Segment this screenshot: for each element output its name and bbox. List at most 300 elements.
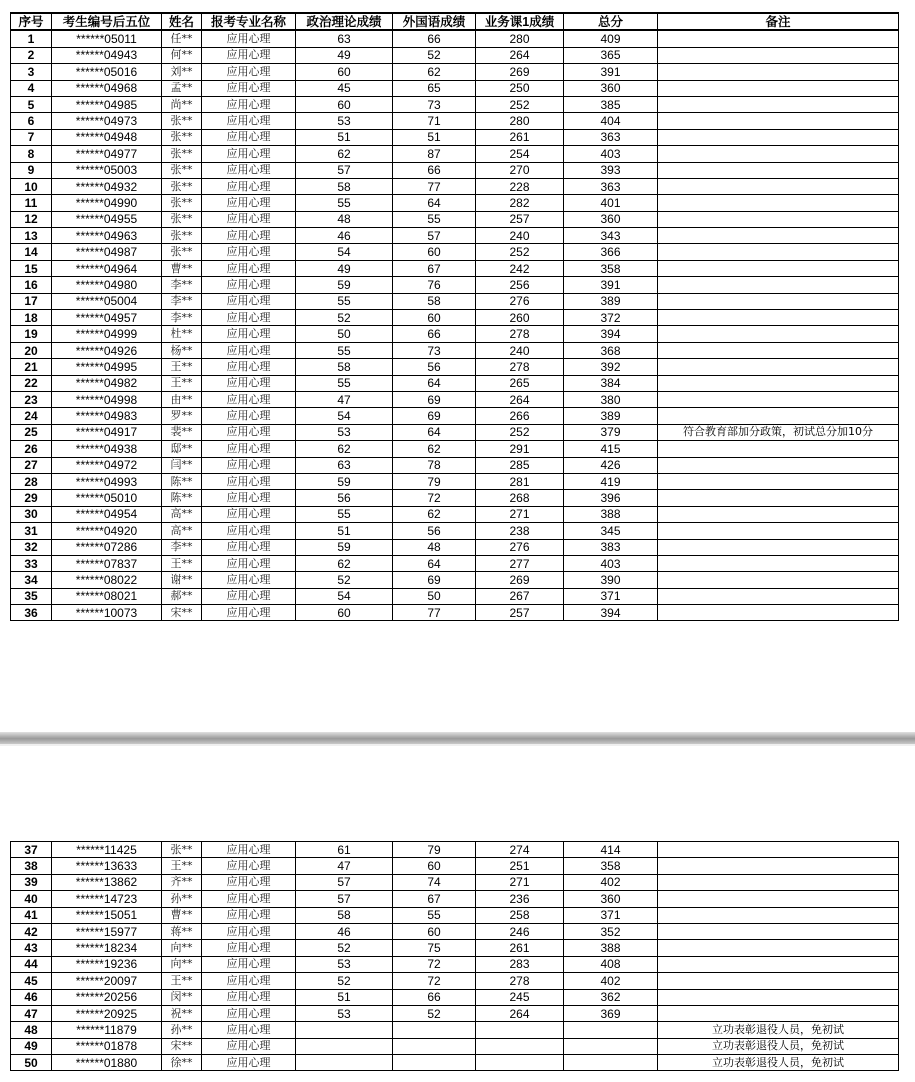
table-row <box>11 506 899 522</box>
cell-politics-score: 60 <box>296 605 393 621</box>
cell-candidate-id: ******04948 <box>52 129 162 145</box>
cell-course1-score: 276 <box>476 293 564 309</box>
cell-language-score: 69 <box>393 572 476 588</box>
cell-politics-score: 46 <box>296 228 393 244</box>
cell-total-score <box>564 1055 658 1071</box>
cell-politics-score: 62 <box>296 555 393 571</box>
table-row <box>11 146 899 162</box>
cell-course1-score: 251 <box>476 858 564 874</box>
cell-name: 齐** <box>162 874 202 890</box>
cell-seq: 49 <box>11 1038 52 1054</box>
cell-remarks <box>658 375 899 391</box>
cell-politics-score: 55 <box>296 293 393 309</box>
cell-candidate-id: ******07286 <box>52 539 162 555</box>
cell-seq: 3 <box>11 64 52 80</box>
cell-candidate-id: ******04973 <box>52 113 162 129</box>
cell-course1-score: 264 <box>476 1005 564 1021</box>
cell-major: 应用心理 <box>202 96 296 112</box>
cell-seq: 48 <box>11 1022 52 1038</box>
table-row <box>11 30 899 47</box>
cell-seq: 8 <box>11 146 52 162</box>
cell-major: 应用心理 <box>202 178 296 194</box>
cell-language-score: 66 <box>393 989 476 1005</box>
cell-name: 由** <box>162 391 202 407</box>
cell-seq: 25 <box>11 424 52 440</box>
cell-name: 宋** <box>162 1038 202 1054</box>
cell-major: 应用心理 <box>202 956 296 972</box>
cell-candidate-id: ******04985 <box>52 96 162 112</box>
cell-course1-score: 257 <box>476 605 564 621</box>
cell-language-score: 57 <box>393 228 476 244</box>
cell-major: 应用心理 <box>202 342 296 358</box>
cell-candidate-id: ******04964 <box>52 260 162 276</box>
cell-politics-score: 62 <box>296 146 393 162</box>
cell-major: 应用心理 <box>202 473 296 489</box>
cell-course1-score: 278 <box>476 359 564 375</box>
cell-candidate-id: ******13862 <box>52 874 162 890</box>
cell-seq: 43 <box>11 940 52 956</box>
cell-major: 应用心理 <box>202 539 296 555</box>
cell-name: 蒋** <box>162 923 202 939</box>
cell-major: 应用心理 <box>202 244 296 260</box>
cell-name: 任** <box>162 30 202 47</box>
cell-total-score: 401 <box>564 195 658 211</box>
cell-politics-score: 52 <box>296 973 393 989</box>
cell-candidate-id: ******04954 <box>52 506 162 522</box>
table-row <box>11 310 899 326</box>
cell-remarks <box>658 64 899 80</box>
cell-major: 应用心理 <box>202 923 296 939</box>
cell-candidate-id: ******01880 <box>52 1055 162 1071</box>
cell-major: 应用心理 <box>202 310 296 326</box>
cell-remarks <box>658 457 899 473</box>
cell-name: 陈** <box>162 490 202 506</box>
cell-total-score: 379 <box>564 424 658 440</box>
cell-major: 应用心理 <box>202 129 296 145</box>
cell-course1-score: 245 <box>476 989 564 1005</box>
cell-politics-score: 53 <box>296 424 393 440</box>
cell-remarks <box>658 989 899 1005</box>
cell-politics-score: 55 <box>296 195 393 211</box>
cell-language-score: 78 <box>393 457 476 473</box>
cell-course1-score: 257 <box>476 211 564 227</box>
cell-politics-score: 51 <box>296 523 393 539</box>
cell-total-score: 404 <box>564 113 658 129</box>
cell-total-score: 396 <box>564 490 658 506</box>
cell-seq: 10 <box>11 178 52 194</box>
cell-remarks <box>658 523 899 539</box>
table-body-page-1 <box>11 30 899 621</box>
cell-name: 邸** <box>162 441 202 457</box>
cell-politics-score: 56 <box>296 490 393 506</box>
cell-remarks <box>658 956 899 972</box>
cell-language-score: 60 <box>393 310 476 326</box>
cell-major: 应用心理 <box>202 375 296 391</box>
cell-seq: 12 <box>11 211 52 227</box>
cell-major: 应用心理 <box>202 891 296 907</box>
cell-remarks <box>658 842 899 858</box>
cell-total-score: 380 <box>564 391 658 407</box>
cell-language-score: 87 <box>393 146 476 162</box>
cell-major: 应用心理 <box>202 588 296 604</box>
table-row <box>11 858 899 874</box>
cell-remarks <box>658 260 899 276</box>
cell-remarks <box>658 891 899 907</box>
table-row <box>11 342 899 358</box>
cell-candidate-id: ******04982 <box>52 375 162 391</box>
cell-candidate-id: ******18234 <box>52 940 162 956</box>
cell-seq: 39 <box>11 874 52 890</box>
cell-major: 应用心理 <box>202 973 296 989</box>
cell-total-score: 360 <box>564 211 658 227</box>
cell-language-score: 56 <box>393 359 476 375</box>
cell-language-score: 71 <box>393 113 476 129</box>
cell-language-score: 73 <box>393 342 476 358</box>
cell-language-score <box>393 1055 476 1071</box>
cell-course1-score: 282 <box>476 195 564 211</box>
cell-language-score: 64 <box>393 375 476 391</box>
cell-name: 杜** <box>162 326 202 342</box>
cell-course1-score: 252 <box>476 424 564 440</box>
cell-politics-score: 52 <box>296 940 393 956</box>
table-row <box>11 326 899 342</box>
cell-name: 孟** <box>162 80 202 96</box>
cell-course1-score: 228 <box>476 178 564 194</box>
cell-candidate-id: ******05004 <box>52 293 162 309</box>
cell-remarks <box>658 146 899 162</box>
cell-total-score: 358 <box>564 858 658 874</box>
cell-language-score: 58 <box>393 293 476 309</box>
cell-major: 应用心理 <box>202 1022 296 1038</box>
cell-total-score <box>564 1022 658 1038</box>
cell-seq: 1 <box>11 30 52 47</box>
cell-candidate-id: ******04980 <box>52 277 162 293</box>
cell-name: 张** <box>162 178 202 194</box>
cell-name: 罗** <box>162 408 202 424</box>
cell-remarks <box>658 473 899 489</box>
cell-name: 何** <box>162 47 202 63</box>
cell-seq: 6 <box>11 113 52 129</box>
table-row <box>11 47 899 63</box>
cell-remarks <box>658 30 899 47</box>
table-row <box>11 588 899 604</box>
cell-politics-score: 57 <box>296 162 393 178</box>
table-row <box>11 539 899 555</box>
cell-seq: 37 <box>11 842 52 858</box>
cell-course1-score: 278 <box>476 973 564 989</box>
cell-remarks <box>658 490 899 506</box>
cell-total-score: 409 <box>564 30 658 47</box>
cell-politics-score: 57 <box>296 891 393 907</box>
cell-candidate-id: ******04983 <box>52 408 162 424</box>
cell-course1-score: 274 <box>476 842 564 858</box>
cell-candidate-id: ******15051 <box>52 907 162 923</box>
cell-politics-score: 58 <box>296 359 393 375</box>
cell-total-score: 363 <box>564 178 658 194</box>
cell-remarks <box>658 1005 899 1021</box>
cell-politics-score <box>296 1055 393 1071</box>
table-row <box>11 874 899 890</box>
cell-total-score: 369 <box>564 1005 658 1021</box>
cell-course1-score: 238 <box>476 523 564 539</box>
cell-seq: 36 <box>11 605 52 621</box>
cell-total-score: 372 <box>564 310 658 326</box>
header-course1-score: 业务课1成绩 <box>476 13 564 30</box>
cell-language-score: 48 <box>393 539 476 555</box>
cell-language-score: 66 <box>393 162 476 178</box>
cell-course1-score: 277 <box>476 555 564 571</box>
table-row <box>11 424 899 440</box>
cell-name: 张** <box>162 244 202 260</box>
cell-major: 应用心理 <box>202 1055 296 1071</box>
table-row <box>11 96 899 112</box>
cell-course1-score <box>476 1038 564 1054</box>
cell-seq: 5 <box>11 96 52 112</box>
cell-course1-score: 254 <box>476 146 564 162</box>
cell-politics-score: 60 <box>296 64 393 80</box>
table-row <box>11 178 899 194</box>
cell-candidate-id: ******13633 <box>52 858 162 874</box>
cell-name: 闫** <box>162 457 202 473</box>
cell-total-score: 403 <box>564 146 658 162</box>
cell-language-score: 60 <box>393 858 476 874</box>
cell-total-score: 394 <box>564 326 658 342</box>
cell-remarks <box>658 129 899 145</box>
cell-name: 祝** <box>162 1005 202 1021</box>
cell-total-score: 345 <box>564 523 658 539</box>
cell-name: 向** <box>162 956 202 972</box>
cell-course1-score: 264 <box>476 47 564 63</box>
cell-total-score: 384 <box>564 375 658 391</box>
cell-politics-score: 46 <box>296 923 393 939</box>
cell-name: 宋** <box>162 605 202 621</box>
cell-name: 杨** <box>162 342 202 358</box>
cell-politics-score: 53 <box>296 1005 393 1021</box>
cell-name: 李** <box>162 539 202 555</box>
cell-candidate-id: ******04972 <box>52 457 162 473</box>
cell-politics-score: 54 <box>296 244 393 260</box>
cell-politics-score: 60 <box>296 96 393 112</box>
cell-total-score: 366 <box>564 244 658 260</box>
cell-total-score: 368 <box>564 342 658 358</box>
cell-name: 裴** <box>162 424 202 440</box>
cell-seq: 42 <box>11 923 52 939</box>
cell-language-score <box>393 1038 476 1054</box>
cell-remarks <box>658 277 899 293</box>
cell-total-score: 390 <box>564 572 658 588</box>
cell-language-score: 74 <box>393 874 476 890</box>
cell-candidate-id: ******05016 <box>52 64 162 80</box>
cell-remarks <box>658 506 899 522</box>
cell-seq: 20 <box>11 342 52 358</box>
cell-seq: 41 <box>11 907 52 923</box>
table-row <box>11 408 899 424</box>
cell-seq: 19 <box>11 326 52 342</box>
cell-course1-score: 278 <box>476 326 564 342</box>
cell-course1-score: 250 <box>476 80 564 96</box>
header-candidate-id: 考生编号后五位 <box>52 13 162 30</box>
table-row <box>11 842 899 858</box>
table-row <box>11 1005 899 1021</box>
cell-course1-score: 271 <box>476 874 564 890</box>
cell-name: 闵** <box>162 989 202 1005</box>
cell-course1-score: 240 <box>476 342 564 358</box>
cell-course1-score: 261 <box>476 129 564 145</box>
cell-language-score: 73 <box>393 96 476 112</box>
cell-seq: 16 <box>11 277 52 293</box>
cell-candidate-id: ******08022 <box>52 572 162 588</box>
cell-seq: 30 <box>11 506 52 522</box>
cell-candidate-id: ******05003 <box>52 162 162 178</box>
cell-politics-score: 48 <box>296 211 393 227</box>
cell-language-score: 66 <box>393 30 476 47</box>
cell-politics-score: 45 <box>296 80 393 96</box>
cell-remarks <box>658 605 899 621</box>
cell-politics-score: 47 <box>296 391 393 407</box>
cell-seq: 40 <box>11 891 52 907</box>
cell-politics-score: 55 <box>296 375 393 391</box>
cell-total-score: 360 <box>564 891 658 907</box>
cell-total-score: 365 <box>564 47 658 63</box>
cell-remarks <box>658 923 899 939</box>
cell-total-score: 394 <box>564 605 658 621</box>
table-row <box>11 228 899 244</box>
cell-remarks <box>658 96 899 112</box>
cell-remarks <box>658 907 899 923</box>
cell-major: 应用心理 <box>202 359 296 375</box>
cell-remarks <box>658 391 899 407</box>
cell-major: 应用心理 <box>202 523 296 539</box>
cell-politics-score: 52 <box>296 310 393 326</box>
cell-total-score: 392 <box>564 359 658 375</box>
cell-politics-score: 59 <box>296 539 393 555</box>
cell-name: 谢** <box>162 572 202 588</box>
table-row <box>11 129 899 145</box>
cell-total-score: 419 <box>564 473 658 489</box>
cell-candidate-id: ******19236 <box>52 956 162 972</box>
cell-total-score: 389 <box>564 293 658 309</box>
cell-politics-score: 61 <box>296 842 393 858</box>
cell-language-score: 51 <box>393 129 476 145</box>
cell-remarks <box>658 408 899 424</box>
cell-major: 应用心理 <box>202 1005 296 1021</box>
cell-remarks <box>658 162 899 178</box>
cell-seq: 17 <box>11 293 52 309</box>
cell-course1-score: 283 <box>476 956 564 972</box>
header-major: 报考专业名称 <box>202 13 296 30</box>
cell-politics-score: 59 <box>296 473 393 489</box>
cell-name: 王** <box>162 555 202 571</box>
cell-candidate-id: ******04920 <box>52 523 162 539</box>
cell-name: 孙** <box>162 1022 202 1038</box>
cell-name: 孙** <box>162 891 202 907</box>
table-header-row <box>11 13 899 30</box>
cell-total-score: 426 <box>564 457 658 473</box>
cell-politics-score: 62 <box>296 441 393 457</box>
cell-name: 张** <box>162 195 202 211</box>
cell-name: 王** <box>162 973 202 989</box>
cell-language-score: 60 <box>393 244 476 260</box>
cell-candidate-id: ******04987 <box>52 244 162 260</box>
cell-total-score: 393 <box>564 162 658 178</box>
cell-seq: 18 <box>11 310 52 326</box>
cell-seq: 46 <box>11 989 52 1005</box>
cell-candidate-id: ******04957 <box>52 310 162 326</box>
cell-language-score: 77 <box>393 605 476 621</box>
header-total-score: 总分 <box>564 13 658 30</box>
cell-total-score: 389 <box>564 408 658 424</box>
cell-politics-score: 58 <box>296 178 393 194</box>
cell-language-score: 79 <box>393 473 476 489</box>
cell-major: 应用心理 <box>202 506 296 522</box>
cell-major: 应用心理 <box>202 555 296 571</box>
cell-seq: 24 <box>11 408 52 424</box>
cell-seq: 14 <box>11 244 52 260</box>
cell-major: 应用心理 <box>202 858 296 874</box>
cell-seq: 9 <box>11 162 52 178</box>
cell-seq: 28 <box>11 473 52 489</box>
cell-seq: 35 <box>11 588 52 604</box>
cell-language-score: 65 <box>393 80 476 96</box>
cell-name: 李** <box>162 310 202 326</box>
cell-remarks <box>658 588 899 604</box>
cell-major: 应用心理 <box>202 195 296 211</box>
table-row <box>11 523 899 539</box>
header-politics-score: 政治理论成绩 <box>296 13 393 30</box>
header-seq: 序号 <box>11 13 52 30</box>
cell-major: 应用心理 <box>202 408 296 424</box>
cell-candidate-id: ******15977 <box>52 923 162 939</box>
cell-candidate-id: ******04993 <box>52 473 162 489</box>
cell-major: 应用心理 <box>202 940 296 956</box>
table-row <box>11 244 899 260</box>
cell-major: 应用心理 <box>202 989 296 1005</box>
cell-language-score: 72 <box>393 956 476 972</box>
cell-seq: 44 <box>11 956 52 972</box>
cell-politics-score: 54 <box>296 408 393 424</box>
table-row <box>11 391 899 407</box>
cell-name: 张** <box>162 129 202 145</box>
cell-remarks <box>658 326 899 342</box>
cell-name: 高** <box>162 506 202 522</box>
table-row <box>11 293 899 309</box>
cell-major: 应用心理 <box>202 907 296 923</box>
cell-candidate-id: ******11879 <box>52 1022 162 1038</box>
table-row <box>11 940 899 956</box>
cell-candidate-id: ******11425 <box>52 842 162 858</box>
cell-name: 陈** <box>162 473 202 489</box>
table-row <box>11 572 899 588</box>
table-row <box>11 490 899 506</box>
cell-total-score <box>564 1038 658 1054</box>
cell-remarks: 立功表彰退役人员，免初试 <box>658 1022 899 1038</box>
cell-total-score: 363 <box>564 129 658 145</box>
cell-major: 应用心理 <box>202 441 296 457</box>
cell-seq: 33 <box>11 555 52 571</box>
cell-major: 应用心理 <box>202 162 296 178</box>
cell-seq: 22 <box>11 375 52 391</box>
cell-course1-score: 256 <box>476 277 564 293</box>
cell-candidate-id: ******20256 <box>52 989 162 1005</box>
cell-course1-score: 276 <box>476 539 564 555</box>
cell-total-score: 414 <box>564 842 658 858</box>
cell-seq: 2 <box>11 47 52 63</box>
cell-remarks <box>658 310 899 326</box>
cell-candidate-id: ******14723 <box>52 891 162 907</box>
cell-remarks: 立功表彰退役人员，免初试 <box>658 1055 899 1071</box>
score-table-page-1 <box>10 12 899 621</box>
cell-politics-score <box>296 1038 393 1054</box>
